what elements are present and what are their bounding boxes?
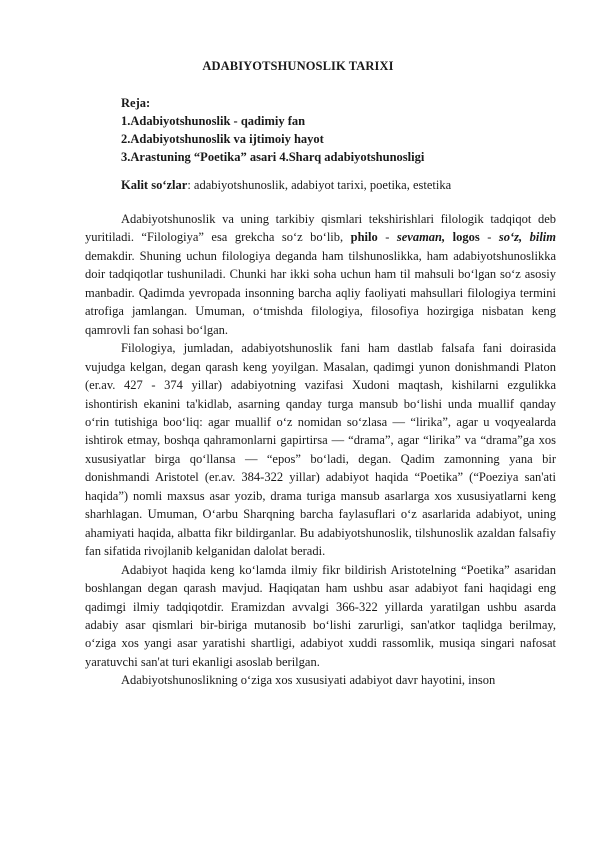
paragraph: Filologiya, jumladan, adabiyotshunoslik fani ham dastlab falsafa fani doirasida vujudga kelgan, degan qarash keng yoyilgan. Masalan, qadimgi yunon donishmandi Platon (er.av. 427 - 374 yillar) adabiyotning vazifasi Xudoni maqtash, kishilarni ezgulikka ishontirish ekanini ta'kidlab, asarning qanday turga mansub bo‘lishi unda muallif qanday o‘rin tutishiga boo‘liq: agar muallif o‘z nomidan so‘zlasa — “lirika”, agar u voqyealarda ishtirok etmay, boshqa qahramonlarni gapirtirsa — “drama”, agar “lirika” va “drama”ga xos xususiyatlar birga qo‘llansa — “epos” bo‘ladi, degan. Qadim zamonning yana bir donishmandi Aristotel (er.av. 384-322 yillar) adabiyot haqida “Poetika” (“Poeziya san'ati haqida”) nomli maxsus asar yozib, drama turiga mansub asarlarga xos xususiyatlarni keng sharhlagan. Umuman, O‘arbu Sharqning barcha faylasuflari o‘z asarlarida adabiyot, uning ahamiyati haqida, albatta fikr bildirganlar. Bu adabiyotshunoslik, tilshunoslik azaldan falsafiy fan sifatida rivojlanib kelganidan dalolat beradi.	[85, 341, 556, 559]
term-soz-bilim: so‘z, bilim	[498, 230, 556, 245]
body-text	[85, 210, 556, 690]
paragraph: Adabiyotshunoslikning o‘ziga xos xususiyati adabiyot davr hayotini, inson	[121, 673, 496, 688]
plan-item: 2.Adabiyotshunoslik va ijtimoiy hayot	[121, 132, 324, 146]
keywords-text: : adabiyotshunoslik, adabiyot tarixi, poetika, estetika	[187, 178, 452, 192]
plan-section	[121, 94, 424, 166]
paragraph-text	[445, 230, 452, 244]
keywords-line	[121, 178, 451, 193]
paragraph-text: demakdir. Shuning uchun filologiya deganda ham tilshunoslikka, ham adabiyotshunoslikka doir tadqiqotlar tushuniladi. Chunki har ikki soha uchun ham til mahsuli bo‘lgan so‘z asosiy manbadir. Qadimda yevropada insonning barcha aqliy faoliyati mahsullari filologiya termini atrofiga jamlangan. Umuman, o‘tmishda filologiya, filosofiya hozirgiga nisbatan keng qamrovli fan sohasi bo‘lgan.	[85, 248, 556, 337]
term-sevaman: sevaman,	[396, 230, 446, 245]
paragraph	[85, 210, 556, 339]
plan-item: 1.Adabiyotshunoslik - qadimiy fan	[121, 114, 306, 128]
paragraph-text: -	[479, 230, 499, 245]
term-logos: logos	[452, 230, 480, 245]
plan-item: 3.Arastuning “Poetika” asari 4.Sharq adabiyotshunosligi	[121, 150, 425, 164]
paragraph: Adabiyot haqida keng ko‘lamda ilmiy fikr bildirish Aristotelning “Poetika” asaridan boshlangan degan qarash mavjud. Haqiqatan ham ushbu asar adabiyot fani haqidagi eng qadimgi ilmiy tadqiqotdir. Eramizdan avvalgi 366-322 yillarda yaratilgan ushbu asarda adabiy asar qismlari bir-biriga mutanosib bo‘lishi zarurligi, san'atkor taqlidga berilmay, o‘ziga xos yangi asar yaratishi shartligi, adabiyot xuddi rassomlik, musiqa singari nafosat yaratuvchi san'at turi ekanligi asoslab berilgan.	[85, 562, 556, 669]
paragraph-text: -	[377, 230, 397, 245]
paragraph-text: Adabiyotshunoslik va uning tarkibiy qismlari tekshirishlari filologik tadqiqot deb yuritiladi. “Filologiya” esa grekcha so‘z bo‘lib,	[85, 212, 556, 245]
plan-heading: Reja:	[121, 96, 151, 110]
document-title: ADABIYOTSHUNOSLIK TARIXI	[202, 59, 394, 73]
term-philo: philo	[350, 230, 378, 245]
keywords-label: Kalit so‘zlar	[121, 178, 188, 192]
